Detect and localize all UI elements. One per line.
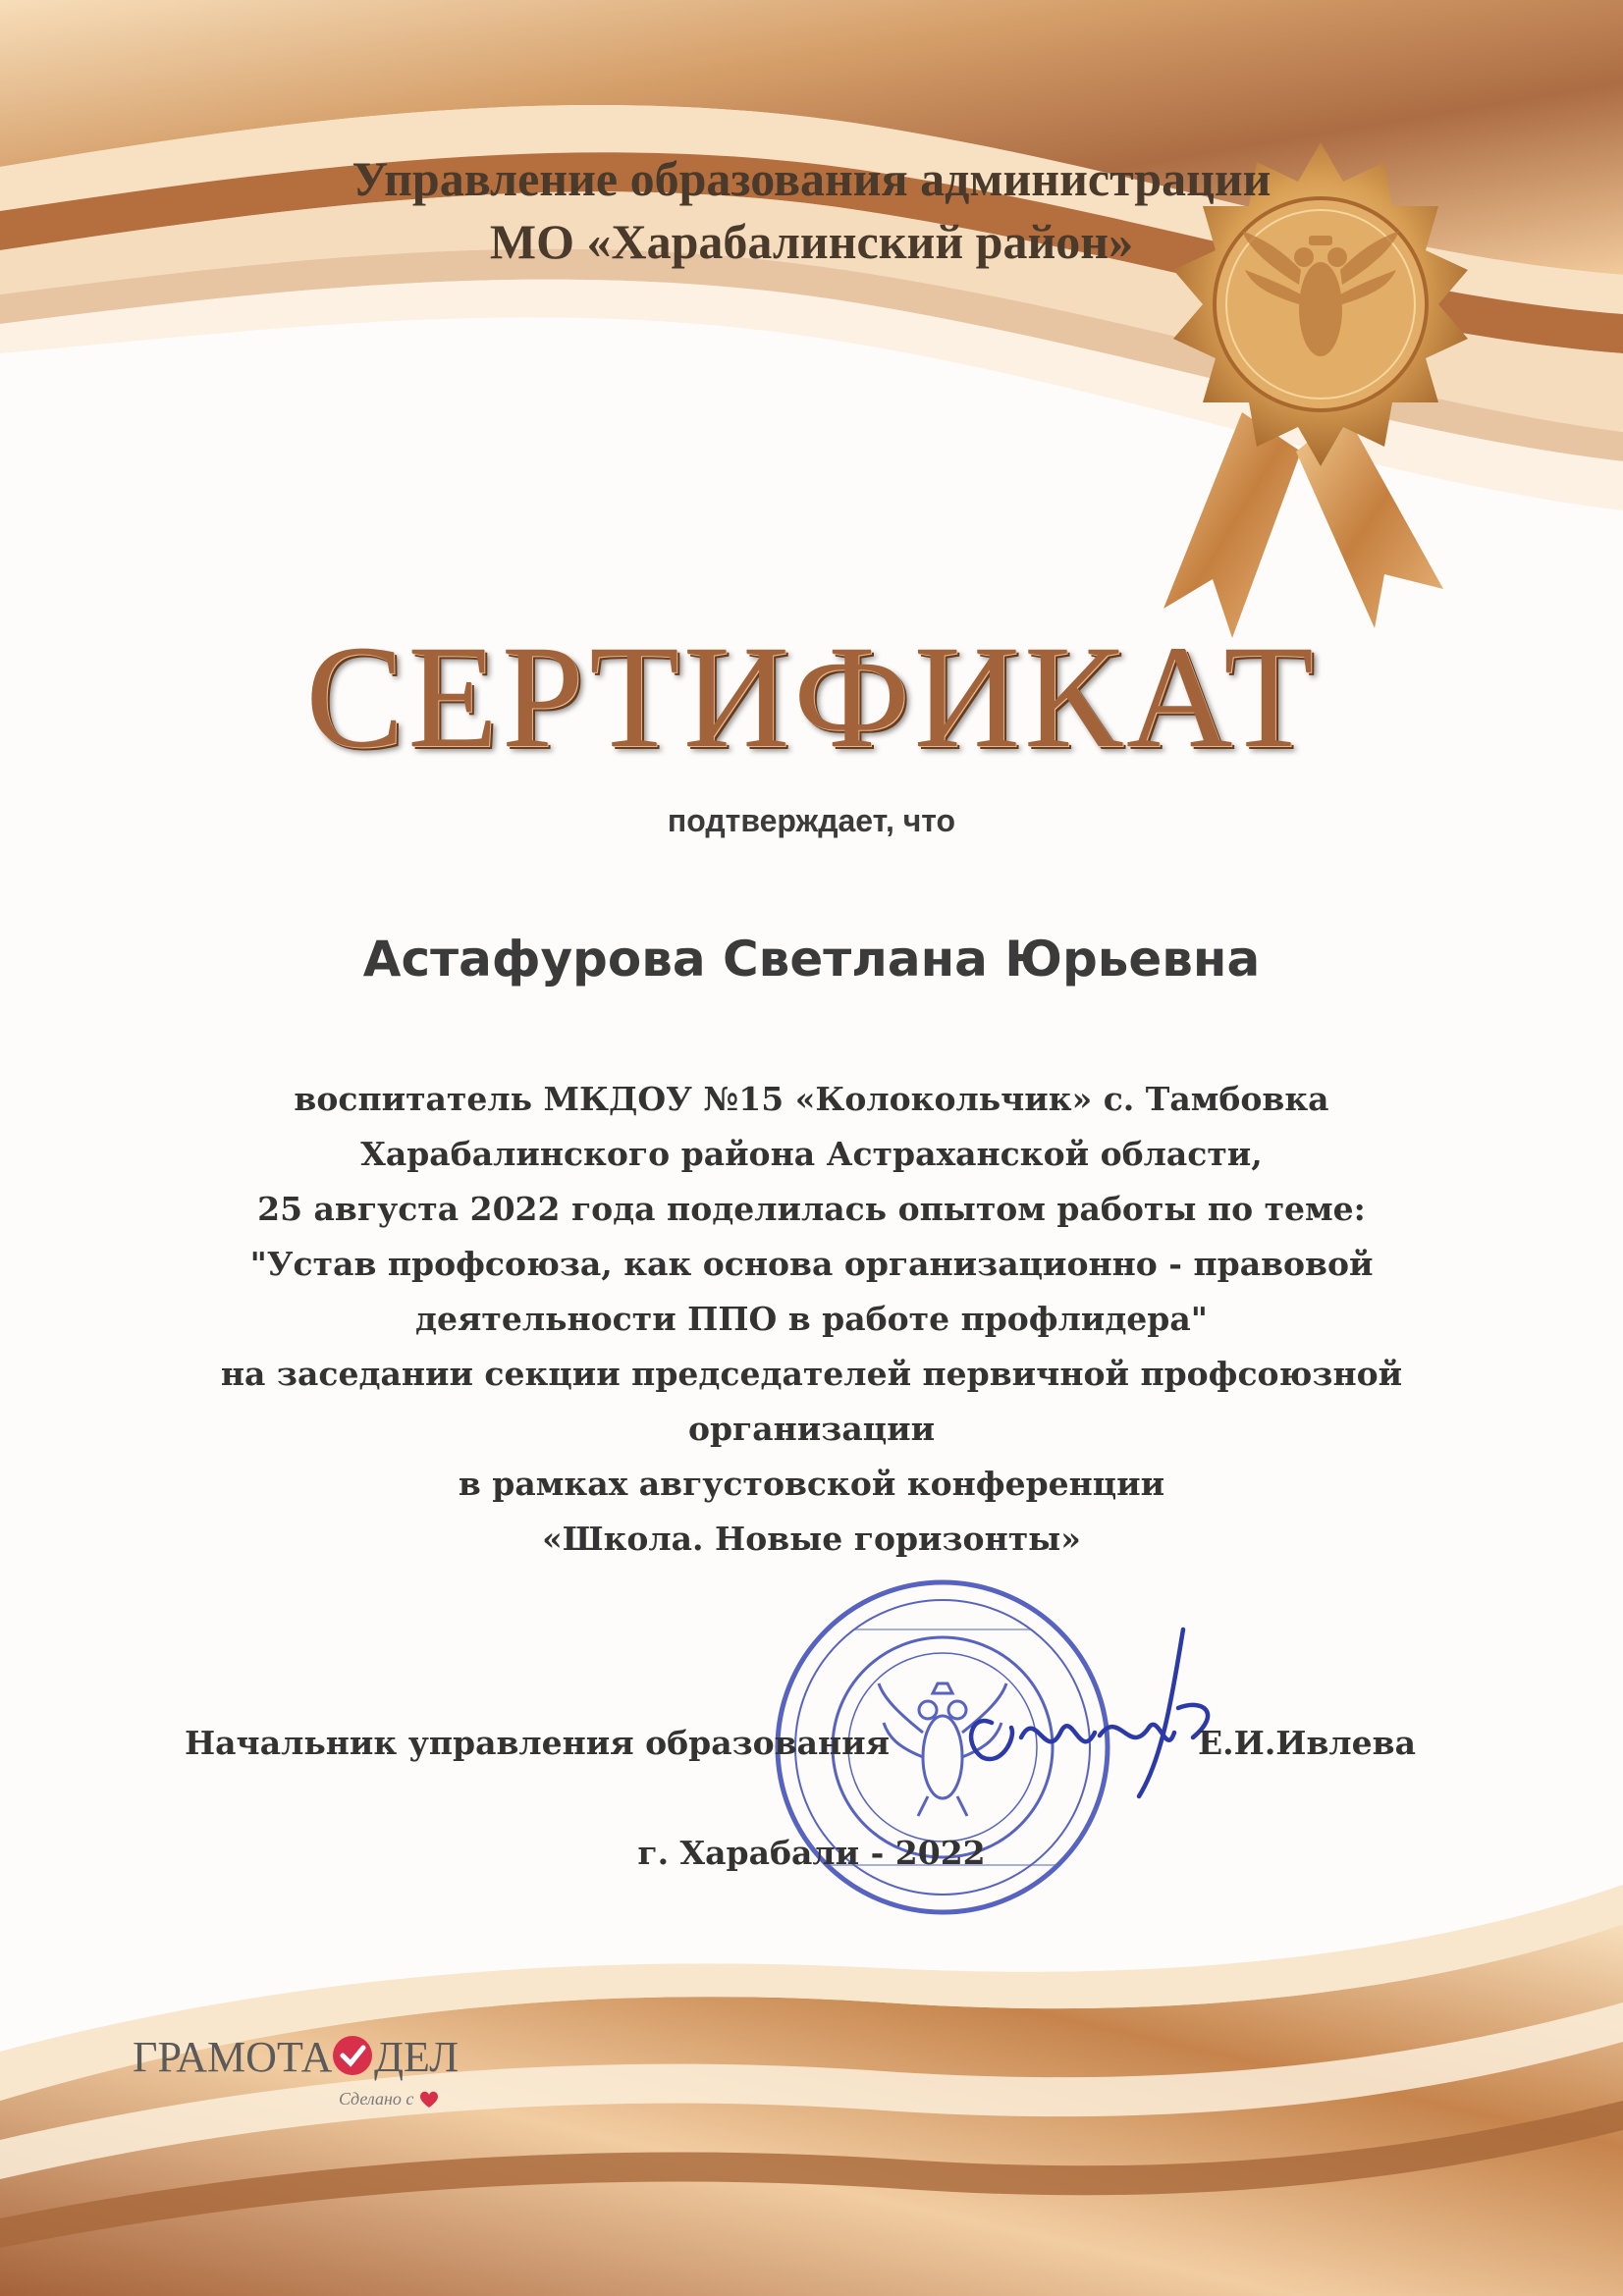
issuer-line-1: Управление образования администрации: [352, 151, 1271, 206]
confirms-text: подтверждает, что: [667, 803, 956, 838]
certificate-body: [0, 1072, 1623, 1567]
body-line: "Устав профсоюза, как основа организационно - правовой: [249, 1245, 1374, 1283]
brand-heart-icon: [333, 2036, 372, 2075]
certificate-title: СЕРТИФИКАТ: [305, 615, 1318, 778]
body-line: Харабалинского района Астраханской области,: [360, 1135, 1263, 1173]
signature-mark: [971, 1629, 1208, 1796]
body-line: в рамках августовской конференции: [458, 1465, 1165, 1503]
issuer-line-2: МО «Харабалинский район»: [489, 214, 1134, 269]
body-line: «Школа. Новые горизонты»: [542, 1520, 1081, 1558]
body-line: на заседании секции председателей первичной профсоюзной: [220, 1355, 1403, 1393]
body-line: организации: [687, 1410, 936, 1448]
brand-name-part2: ДЕЛ: [374, 2033, 460, 2081]
stamp-eagle-icon: [879, 1683, 1006, 1816]
city-year: г. Харабали - 2022: [637, 1834, 986, 1872]
body-line: воспитатель МКДОУ №15 «Колокольчик» с. Тамбовка: [294, 1080, 1329, 1118]
body-line: деятельности ППО в работе профлидера": [415, 1300, 1208, 1338]
recipient-name: Астафурова Светлана Юрьевна: [362, 931, 1261, 988]
brand-tagline: Сделано с: [339, 2089, 414, 2109]
body-line: 25 августа 2022 года поделилась опытом работы по теме:: [257, 1190, 1366, 1228]
tagline-heart-icon: [420, 2092, 438, 2108]
gramotadel-logo: [133, 2014, 486, 2122]
signatory-name: Е.И.Ивлева: [1198, 1724, 1416, 1762]
signatory-position: Начальник управления образования: [185, 1724, 891, 1762]
issuer-block: [0, 147, 1623, 273]
brand-name-part1: ГРАМОТА: [133, 2033, 333, 2081]
